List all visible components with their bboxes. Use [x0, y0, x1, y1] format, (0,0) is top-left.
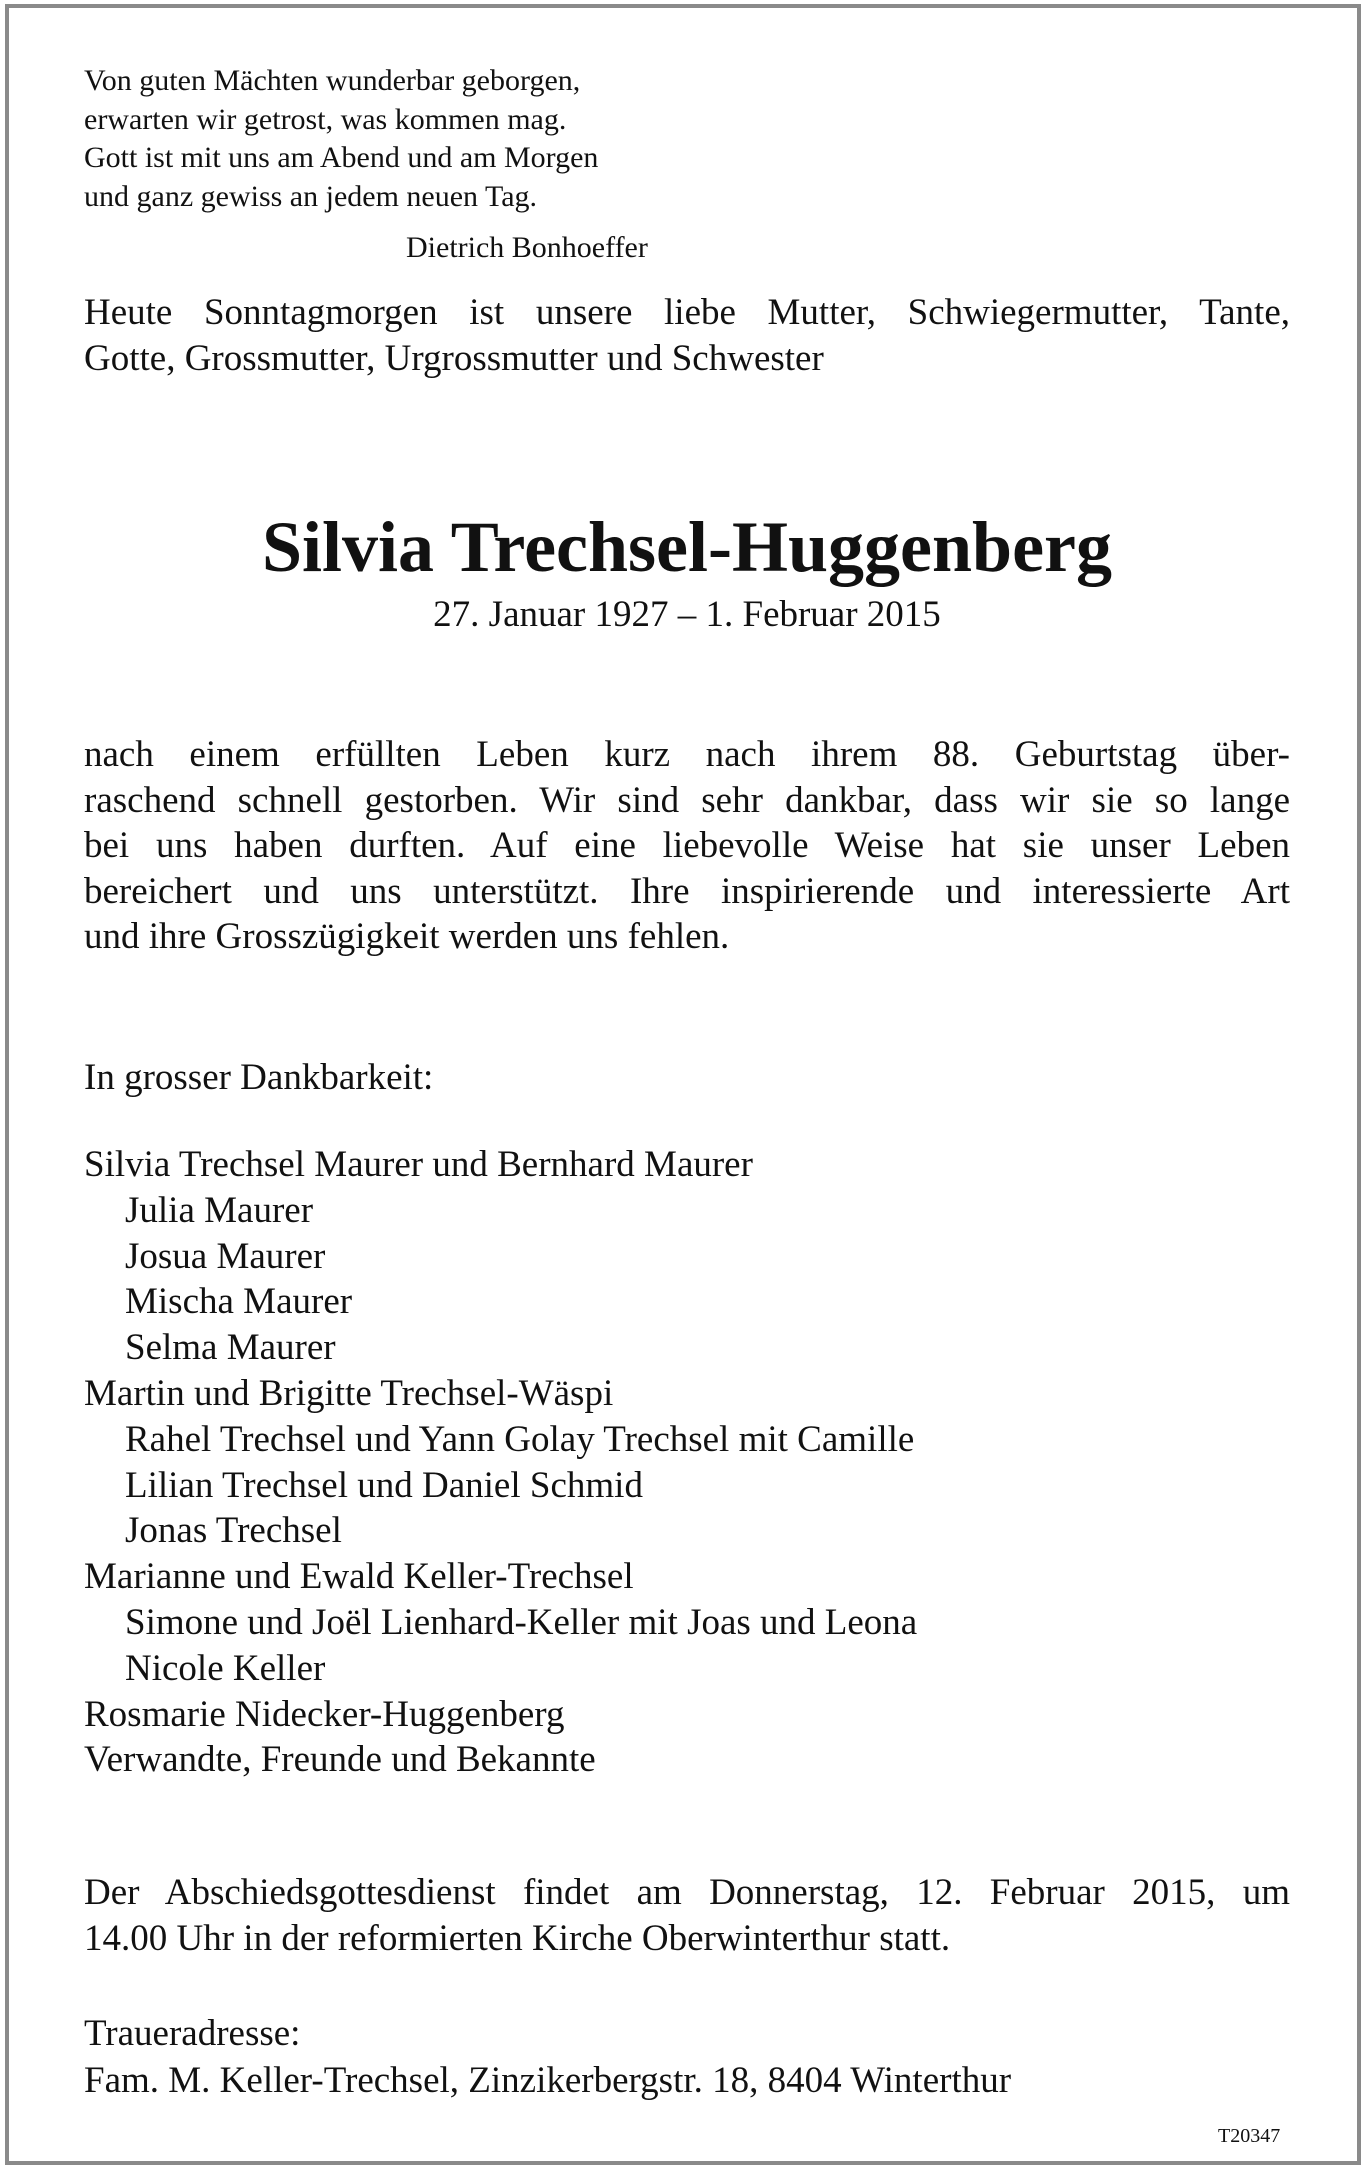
mourner-member: Lilian Trechsel und Daniel Schmid	[125, 1464, 643, 1506]
mourners-list	[84, 1142, 917, 1783]
mourner-member: Mischa Maurer	[125, 1281, 353, 1323]
mourner-family: Verwandte, Freunde und Bekannte	[84, 1739, 596, 1781]
body-line: bei uns haben durften. Auf eine liebevolle Weise hat sie unser Leben	[84, 825, 1290, 867]
address-value: Fam. M. Keller-Trechsel, Zinzikerbergstr. 18, 8404 Winterthur	[84, 2060, 1012, 2101]
body-line: und ihre Grosszügigkeit werden uns fehlen.	[84, 916, 730, 958]
intro-line: Gotte, Grossmutter, Urgrossmutter und Schwester	[84, 338, 824, 379]
body-line: bereichert und uns unterstützt. Ihre inspirierende und interessierte Art	[84, 870, 1290, 912]
mourner-member: Josua Maurer	[125, 1235, 326, 1277]
mourner-family: Silvia Trechsel Maurer und Bernhard Maurer	[84, 1144, 753, 1185]
poem-line: erwarten wir getrost, was kommen mag.	[84, 102, 567, 136]
mourner-family: Martin und Brigitte Trechsel-Wäspi	[84, 1372, 614, 1414]
gratitude-heading: In grosser Dankbarkeit:	[84, 1057, 434, 1098]
mourner-family: Rosmarie Nidecker-Huggenberg	[84, 1693, 565, 1735]
body-line: nach einem erfüllten Leben kurz nach ihrem 88. Geburtstag über-	[84, 734, 1290, 775]
service-line: Der Abschiedsgottesdienst findet am Donnerstag, 12. Februar 2015, um	[84, 1872, 1290, 1913]
mourner-member: Simone und Joël Lienhard-Keller mit Joas und Leona	[125, 1601, 918, 1643]
service-info	[84, 1870, 1290, 1962]
mourner-member: Nicole Keller	[125, 1647, 326, 1689]
mourning-address	[84, 2010, 1011, 2104]
life-dates: 27. Januar 1927 – 1. Februar 2015	[433, 594, 941, 635]
mourner-member: Rahel Trechsel und Yann Golay Trechsel mit Camille	[125, 1418, 915, 1460]
mourner-member: Selma Maurer	[125, 1327, 336, 1369]
mourner-member: Jonas Trechsel	[125, 1510, 342, 1552]
service-line: 14.00 Uhr in der reformierten Kirche Oberwinterthur statt.	[84, 1918, 951, 1959]
reference-code: T20347	[1218, 2125, 1281, 2147]
poem-line: und ganz gewiss an jedem neuen Tag.	[84, 179, 538, 213]
poem-line: Von guten Mächten wunderbar geborgen,	[84, 64, 581, 97]
intro-text	[84, 290, 1290, 382]
body-text	[84, 732, 1290, 960]
intro-line: Heute Sonntagmorgen ist unsere liebe Mutter, Schwiegermutter, Tante,	[84, 292, 1290, 333]
address-label: Traueradresse:	[84, 2013, 301, 2054]
body-line: raschend schnell gestorben. Wir sind sehr dankbar, dass wir sie so lange	[84, 779, 1290, 821]
mourner-member: Julia Maurer	[125, 1189, 314, 1231]
deceased-name: Silvia Trechsel-Huggenberg	[261, 507, 1112, 587]
poem	[84, 62, 598, 216]
poem-author: Dietrich Bonhoeffer	[406, 231, 648, 264]
poem-line: Gott ist mit uns am Abend und am Morgen	[84, 141, 599, 174]
mourner-family: Marianne und Ewald Keller-Trechsel	[84, 1556, 634, 1598]
